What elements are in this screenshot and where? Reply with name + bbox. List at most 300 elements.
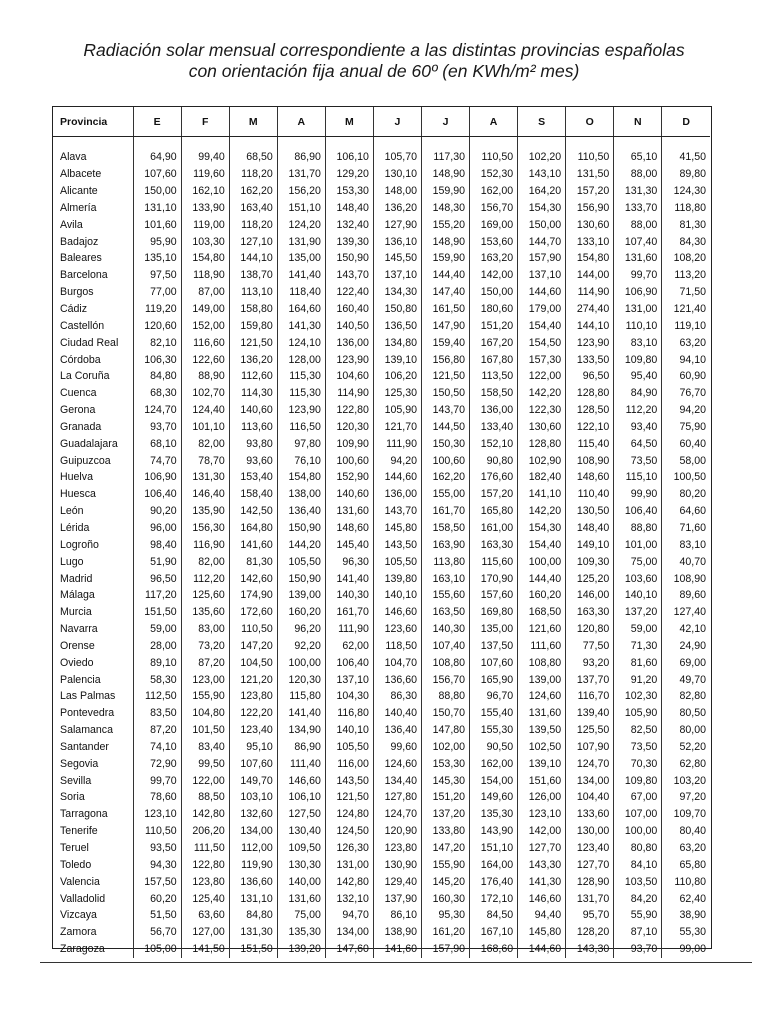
radiation-value: 94,10 bbox=[679, 353, 706, 366]
radiation-value: 109,80 bbox=[614, 351, 662, 368]
radiation-value: 133,90 bbox=[181, 200, 229, 217]
radiation-value: 80,80 bbox=[614, 840, 662, 857]
table-row bbox=[53, 924, 710, 941]
radiation-value: 68,10 bbox=[133, 435, 181, 452]
radiation-value: 128,00 bbox=[277, 351, 325, 368]
radiation-value: 115,40 bbox=[566, 435, 614, 452]
radiation-value: 73,50 bbox=[614, 452, 662, 469]
radiation-value: 154,30 bbox=[518, 520, 566, 537]
table-row bbox=[53, 200, 710, 217]
radiation-value: 140,50 bbox=[325, 317, 373, 334]
radiation-value: 156,70 bbox=[421, 671, 469, 688]
radiation-value: 136,20 bbox=[229, 351, 277, 368]
radiation-value: 146,60 bbox=[518, 890, 566, 907]
radiation-value: 102,00 bbox=[421, 739, 469, 756]
radiation-value: 165,80 bbox=[470, 503, 518, 520]
radiation-value: 137,70 bbox=[566, 671, 614, 688]
radiation-value: 130,90 bbox=[373, 856, 421, 873]
radiation-value: 123,80 bbox=[181, 873, 229, 890]
radiation-value: 113,10 bbox=[229, 284, 277, 301]
radiation-value: 144,70 bbox=[518, 233, 566, 250]
column-header-month: O bbox=[566, 107, 614, 137]
radiation-value: 136,00 bbox=[325, 334, 373, 351]
radiation-value: 127,50 bbox=[277, 806, 325, 823]
radiation-value: 137,10 bbox=[518, 267, 566, 284]
column-header-month: A bbox=[470, 107, 518, 137]
radiation-value: 144,60 bbox=[518, 284, 566, 301]
radiation-value: 127,80 bbox=[373, 789, 421, 806]
spacer-cell bbox=[133, 137, 181, 150]
radiation-value: 162,20 bbox=[421, 469, 469, 486]
radiation-value: 95,90 bbox=[133, 233, 181, 250]
radiation-value: 149,60 bbox=[470, 789, 518, 806]
radiation-value: 161,50 bbox=[421, 301, 469, 318]
table-row bbox=[53, 722, 710, 739]
radiation-value: 145,80 bbox=[373, 520, 421, 537]
radiation-value: 163,30 bbox=[566, 604, 614, 621]
table-row bbox=[53, 705, 710, 722]
radiation-value: 153,30 bbox=[421, 755, 469, 772]
radiation-value: 124,70 bbox=[566, 755, 614, 772]
radiation-value: 104,30 bbox=[325, 688, 373, 705]
radiation-value: 28,00 bbox=[133, 637, 181, 654]
radiation-value: 51,50 bbox=[133, 907, 181, 924]
radiation-value: 41,50 bbox=[679, 151, 706, 164]
radiation-value: 105,90 bbox=[614, 705, 662, 722]
radiation-value: 94,20 bbox=[679, 404, 706, 417]
radiation-value: 153,40 bbox=[229, 469, 277, 486]
radiation-value: 159,90 bbox=[421, 183, 469, 200]
province-name: Palencia bbox=[53, 671, 133, 688]
radiation-value: 154,80 bbox=[277, 469, 325, 486]
radiation-value: 72,90 bbox=[133, 755, 181, 772]
radiation-value: 111,50 bbox=[181, 840, 229, 857]
radiation-value: 84,50 bbox=[470, 907, 518, 924]
radiation-value: 145,30 bbox=[421, 772, 469, 789]
radiation-value: 124,60 bbox=[373, 755, 421, 772]
radiation-value: 86,10 bbox=[373, 907, 421, 924]
radiation-value: 168,50 bbox=[518, 604, 566, 621]
table-row bbox=[53, 334, 710, 351]
radiation-value: 132,10 bbox=[325, 890, 373, 907]
radiation-value: 162,00 bbox=[470, 183, 518, 200]
province-name: Lérida bbox=[53, 520, 133, 537]
radiation-value: 174,90 bbox=[229, 587, 277, 604]
radiation-value: 62,00 bbox=[325, 637, 373, 654]
radiation-value: 97,20 bbox=[679, 791, 706, 804]
radiation-value: 88,80 bbox=[614, 520, 662, 537]
radiation-value: 117,20 bbox=[133, 587, 181, 604]
radiation-value: 80,20 bbox=[679, 488, 706, 501]
radiation-value: 127,90 bbox=[373, 216, 421, 233]
radiation-value: 113,80 bbox=[421, 553, 469, 570]
radiation-value: 123,00 bbox=[181, 671, 229, 688]
column-header-month: D bbox=[662, 107, 710, 137]
radiation-value: 118,20 bbox=[229, 216, 277, 233]
radiation-value: 112,60 bbox=[229, 368, 277, 385]
province-name: Salamanca bbox=[53, 722, 133, 739]
radiation-value: 104,70 bbox=[373, 654, 421, 671]
radiation-value: 150,00 bbox=[518, 216, 566, 233]
radiation-value: 63,60 bbox=[181, 907, 229, 924]
radiation-value: 99,60 bbox=[373, 739, 421, 756]
radiation-value: 116,90 bbox=[181, 536, 229, 553]
radiation-value: 96,50 bbox=[566, 368, 614, 385]
radiation-value: 52,20 bbox=[679, 740, 706, 753]
radiation-value: 102,90 bbox=[518, 452, 566, 469]
radiation-value: 71,60 bbox=[679, 521, 706, 534]
radiation-value: 76,70 bbox=[679, 387, 706, 400]
radiation-value: 155,30 bbox=[470, 722, 518, 739]
radiation-value: 124,20 bbox=[277, 216, 325, 233]
province-name: Burgos bbox=[53, 284, 133, 301]
radiation-value: 115,30 bbox=[277, 385, 325, 402]
radiation-value: 116,00 bbox=[325, 755, 373, 772]
radiation-value: 118,90 bbox=[181, 267, 229, 284]
radiation-value: 135,00 bbox=[470, 621, 518, 638]
province-name: Vizcaya bbox=[53, 907, 133, 924]
radiation-value: 132,40 bbox=[325, 216, 373, 233]
radiation-value: 99,70 bbox=[614, 267, 662, 284]
radiation-value: 126,30 bbox=[325, 840, 373, 857]
radiation-table bbox=[53, 107, 710, 958]
radiation-value: 151,60 bbox=[518, 772, 566, 789]
radiation-value: 154,30 bbox=[518, 200, 566, 217]
radiation-value: 101,00 bbox=[614, 536, 662, 553]
table-row bbox=[53, 823, 710, 840]
table-row bbox=[53, 267, 710, 284]
radiation-value: 88,00 bbox=[614, 216, 662, 233]
radiation-value: 116,70 bbox=[566, 688, 614, 705]
radiation-value: 108,90 bbox=[566, 452, 614, 469]
radiation-value: 163,50 bbox=[421, 604, 469, 621]
table-row bbox=[53, 317, 710, 334]
radiation-value: 167,80 bbox=[470, 351, 518, 368]
province-name: Santander bbox=[53, 739, 133, 756]
radiation-value: 151,50 bbox=[229, 941, 277, 958]
radiation-value: 156,20 bbox=[277, 183, 325, 200]
radiation-value: 131,60 bbox=[614, 250, 662, 267]
radiation-value: 107,40 bbox=[614, 233, 662, 250]
radiation-value: 113,60 bbox=[229, 419, 277, 436]
province-name: Albacete bbox=[53, 166, 133, 183]
radiation-value: 96,00 bbox=[133, 520, 181, 537]
radiation-value: 140,40 bbox=[373, 705, 421, 722]
radiation-value: 82,50 bbox=[614, 722, 662, 739]
radiation-value: 93,40 bbox=[614, 419, 662, 436]
radiation-value: 113,50 bbox=[470, 368, 518, 385]
radiation-value: 157,20 bbox=[566, 183, 614, 200]
radiation-value: 95,40 bbox=[614, 368, 662, 385]
province-name: Oviedo bbox=[53, 654, 133, 671]
radiation-value: 142,00 bbox=[470, 267, 518, 284]
radiation-value: 87,10 bbox=[614, 924, 662, 941]
radiation-value: 124,40 bbox=[181, 402, 229, 419]
radiation-value: 157,60 bbox=[470, 587, 518, 604]
radiation-value: 180,60 bbox=[470, 301, 518, 318]
radiation-value: 59,00 bbox=[614, 621, 662, 638]
radiation-value: 144,00 bbox=[566, 267, 614, 284]
radiation-value: 124,80 bbox=[325, 806, 373, 823]
radiation-value: 161,70 bbox=[421, 503, 469, 520]
radiation-value: 99,50 bbox=[181, 755, 229, 772]
province-name: Almería bbox=[53, 200, 133, 217]
radiation-value: 40,70 bbox=[679, 555, 706, 568]
column-header-month: M bbox=[229, 107, 277, 137]
radiation-value: 64,90 bbox=[133, 149, 181, 166]
radiation-value: 146,00 bbox=[566, 587, 614, 604]
spacer-row bbox=[53, 137, 710, 150]
radiation-value: 133,80 bbox=[421, 823, 469, 840]
radiation-value: 49,70 bbox=[679, 673, 706, 686]
radiation-value: 143,30 bbox=[518, 856, 566, 873]
radiation-value: 88,50 bbox=[181, 789, 229, 806]
radiation-value: 129,40 bbox=[373, 873, 421, 890]
radiation-value: 164,80 bbox=[229, 520, 277, 537]
table-row bbox=[53, 385, 710, 402]
radiation-value: 121,20 bbox=[229, 671, 277, 688]
bottom-rule bbox=[40, 962, 752, 963]
radiation-value: 60,20 bbox=[133, 890, 181, 907]
radiation-value: 155,90 bbox=[181, 688, 229, 705]
radiation-value: 115,60 bbox=[470, 553, 518, 570]
radiation-value: 131,70 bbox=[566, 890, 614, 907]
radiation-value: 135,30 bbox=[277, 924, 325, 941]
radiation-value: 91,20 bbox=[614, 671, 662, 688]
radiation-value: 144,60 bbox=[373, 469, 421, 486]
radiation-value: 77,50 bbox=[566, 637, 614, 654]
radiation-value: 134,00 bbox=[325, 924, 373, 941]
radiation-value: 119,00 bbox=[181, 216, 229, 233]
radiation-value: 139,20 bbox=[277, 941, 325, 958]
radiation-value: 99,40 bbox=[181, 149, 229, 166]
radiation-value: 136,50 bbox=[373, 317, 421, 334]
radiation-value: 152,10 bbox=[470, 435, 518, 452]
radiation-value: 159,90 bbox=[421, 250, 469, 267]
radiation-value: 140,60 bbox=[229, 402, 277, 419]
radiation-value: 114,30 bbox=[229, 385, 277, 402]
radiation-value: 104,80 bbox=[181, 705, 229, 722]
table-row bbox=[53, 284, 710, 301]
radiation-value: 141,30 bbox=[518, 873, 566, 890]
radiation-value: 88,80 bbox=[421, 688, 469, 705]
radiation-value: 128,80 bbox=[518, 435, 566, 452]
radiation-value: 110,50 bbox=[566, 149, 614, 166]
column-header-month: E bbox=[133, 107, 181, 137]
radiation-value: 122,00 bbox=[181, 772, 229, 789]
radiation-value: 122,80 bbox=[181, 856, 229, 873]
province-name: Zaragoza bbox=[53, 941, 133, 958]
radiation-value: 83,00 bbox=[181, 621, 229, 638]
radiation-value: 140,10 bbox=[325, 722, 373, 739]
radiation-value: 100,60 bbox=[325, 452, 373, 469]
radiation-value: 176,40 bbox=[470, 873, 518, 890]
radiation-value: 148,90 bbox=[421, 166, 469, 183]
radiation-value: 68,50 bbox=[229, 149, 277, 166]
radiation-value: 118,20 bbox=[229, 166, 277, 183]
radiation-value: 68,30 bbox=[133, 385, 181, 402]
radiation-value: 128,20 bbox=[566, 924, 614, 941]
radiation-value: 142,20 bbox=[518, 503, 566, 520]
radiation-value: 150,00 bbox=[133, 183, 181, 200]
radiation-value: 122,40 bbox=[325, 284, 373, 301]
province-name: Valencia bbox=[53, 873, 133, 890]
radiation-value: 90,80 bbox=[470, 452, 518, 469]
spacer-cell bbox=[662, 137, 710, 150]
radiation-value: 119,90 bbox=[229, 856, 277, 873]
table-row bbox=[53, 553, 710, 570]
radiation-value: 133,10 bbox=[566, 233, 614, 250]
province-name: Navarra bbox=[53, 621, 133, 638]
radiation-value: 123,90 bbox=[325, 351, 373, 368]
radiation-value: 75,00 bbox=[277, 907, 325, 924]
radiation-value: 151,50 bbox=[133, 604, 181, 621]
table-row bbox=[53, 435, 710, 452]
radiation-value: 161,00 bbox=[470, 520, 518, 537]
radiation-value: 154,40 bbox=[518, 536, 566, 553]
radiation-value: 94,40 bbox=[518, 907, 566, 924]
radiation-value: 112,20 bbox=[614, 402, 662, 419]
radiation-value: 70,30 bbox=[614, 755, 662, 772]
radiation-value: 90,20 bbox=[133, 503, 181, 520]
radiation-value: 150,00 bbox=[470, 284, 518, 301]
radiation-value: 144,40 bbox=[421, 267, 469, 284]
radiation-value: 96,30 bbox=[325, 553, 373, 570]
table-row bbox=[53, 368, 710, 385]
radiation-value: 132,60 bbox=[229, 806, 277, 823]
radiation-value: 169,00 bbox=[470, 216, 518, 233]
radiation-value: 99,70 bbox=[133, 772, 181, 789]
table-row bbox=[53, 907, 710, 924]
radiation-value: 84,10 bbox=[614, 856, 662, 873]
radiation-value: 145,40 bbox=[325, 536, 373, 553]
radiation-value: 143,50 bbox=[325, 772, 373, 789]
radiation-value: 131,90 bbox=[277, 233, 325, 250]
province-name: Pontevedra bbox=[53, 705, 133, 722]
radiation-value: 116,60 bbox=[181, 334, 229, 351]
province-name: Alava bbox=[53, 149, 133, 166]
radiation-value: 163,90 bbox=[421, 536, 469, 553]
radiation-value: 122,80 bbox=[325, 402, 373, 419]
radiation-value: 62,40 bbox=[679, 892, 706, 905]
radiation-value: 94,20 bbox=[373, 452, 421, 469]
radiation-value: 24,90 bbox=[679, 639, 706, 652]
spacer-cell bbox=[518, 137, 566, 150]
radiation-value: 106,90 bbox=[614, 284, 662, 301]
radiation-value: 124,70 bbox=[133, 402, 181, 419]
table-row bbox=[53, 183, 710, 200]
radiation-value: 123,10 bbox=[133, 806, 181, 823]
radiation-value: 134,90 bbox=[277, 722, 325, 739]
radiation-value: 81,30 bbox=[679, 218, 706, 231]
radiation-value: 106,10 bbox=[277, 789, 325, 806]
radiation-value: 142,00 bbox=[518, 823, 566, 840]
table-row bbox=[53, 789, 710, 806]
radiation-value: 116,80 bbox=[325, 705, 373, 722]
radiation-value: 130,50 bbox=[566, 503, 614, 520]
radiation-value: 81,30 bbox=[229, 553, 277, 570]
radiation-value: 182,40 bbox=[518, 469, 566, 486]
radiation-value: 65,10 bbox=[614, 149, 662, 166]
radiation-value: 105,70 bbox=[373, 149, 421, 166]
radiation-value: 135,30 bbox=[470, 806, 518, 823]
radiation-value: 131,70 bbox=[277, 166, 325, 183]
radiation-value: 133,70 bbox=[614, 200, 662, 217]
radiation-value: 84,30 bbox=[679, 235, 706, 248]
radiation-value: 137,90 bbox=[373, 890, 421, 907]
radiation-value: 93,70 bbox=[133, 419, 181, 436]
radiation-value: 67,00 bbox=[614, 789, 662, 806]
radiation-value: 157,50 bbox=[133, 873, 181, 890]
province-name: Baleares bbox=[53, 250, 133, 267]
column-header-month: S bbox=[518, 107, 566, 137]
radiation-value: 136,60 bbox=[229, 873, 277, 890]
radiation-value: 150,50 bbox=[421, 385, 469, 402]
radiation-value: 158,50 bbox=[421, 520, 469, 537]
radiation-value: 115,30 bbox=[277, 368, 325, 385]
table-row bbox=[53, 250, 710, 267]
radiation-value: 59,00 bbox=[133, 621, 181, 638]
radiation-value: 124,60 bbox=[518, 688, 566, 705]
province-name: Málaga bbox=[53, 587, 133, 604]
radiation-value: 131,50 bbox=[566, 166, 614, 183]
radiation-value: 88,00 bbox=[614, 166, 662, 183]
radiation-value: 55,90 bbox=[614, 907, 662, 924]
radiation-value: 107,40 bbox=[421, 637, 469, 654]
radiation-value: 131,00 bbox=[325, 856, 373, 873]
radiation-value: 128,90 bbox=[566, 873, 614, 890]
radiation-value: 147,90 bbox=[421, 317, 469, 334]
radiation-value: 147,40 bbox=[421, 284, 469, 301]
radiation-value: 93,70 bbox=[614, 941, 662, 958]
radiation-value: 120,80 bbox=[566, 621, 614, 638]
radiation-value: 107,60 bbox=[470, 654, 518, 671]
radiation-value: 112,00 bbox=[229, 840, 277, 857]
radiation-value: 94,70 bbox=[325, 907, 373, 924]
radiation-value: 103,60 bbox=[614, 570, 662, 587]
table-row bbox=[53, 739, 710, 756]
radiation-value: 158,50 bbox=[470, 385, 518, 402]
radiation-value: 125,40 bbox=[181, 890, 229, 907]
radiation-value: 136,60 bbox=[373, 671, 421, 688]
radiation-value: 148,60 bbox=[325, 520, 373, 537]
radiation-value: 157,30 bbox=[518, 351, 566, 368]
radiation-value: 140,10 bbox=[373, 587, 421, 604]
radiation-value: 97,80 bbox=[277, 435, 325, 452]
radiation-value: 122,30 bbox=[518, 402, 566, 419]
radiation-value: 122,60 bbox=[181, 351, 229, 368]
table-row bbox=[53, 402, 710, 419]
radiation-value: 141,30 bbox=[277, 317, 325, 334]
radiation-value: 83,40 bbox=[181, 739, 229, 756]
province-name: Ciudad Real bbox=[53, 334, 133, 351]
table-row bbox=[53, 419, 710, 436]
radiation-value: 157,90 bbox=[518, 250, 566, 267]
radiation-value: 139,40 bbox=[566, 705, 614, 722]
radiation-value: 131,00 bbox=[614, 301, 662, 318]
radiation-value: 142,60 bbox=[229, 570, 277, 587]
province-name: Lugo bbox=[53, 553, 133, 570]
province-name: León bbox=[53, 503, 133, 520]
radiation-value: 74,70 bbox=[133, 452, 181, 469]
radiation-value: 137,50 bbox=[470, 637, 518, 654]
table-row bbox=[53, 520, 710, 537]
radiation-value: 60,40 bbox=[679, 437, 706, 450]
radiation-value: 134,40 bbox=[373, 772, 421, 789]
radiation-value: 94,30 bbox=[133, 856, 181, 873]
radiation-value: 145,80 bbox=[518, 924, 566, 941]
radiation-value: 160,20 bbox=[277, 604, 325, 621]
